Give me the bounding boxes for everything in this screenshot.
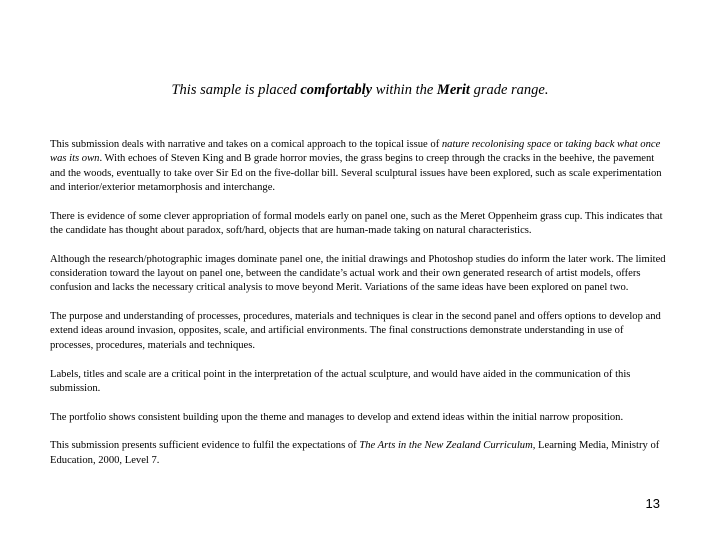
italic-phrase: taking back what once was its own: [50, 139, 661, 165]
paragraph-text: Learning Media, Ministry of Education, 2000, Level 7.: [50, 440, 660, 466]
page-number: 13: [645, 496, 660, 511]
paragraph-labels: Labels, titles and scale are a critical point in the interpretation of the actual sculpture, and would have aided in the communication of this submission.: [50, 368, 631, 394]
headline-text-3: grade range.: [469, 82, 549, 98]
paragraph-appropriation: There is evidence of some clever appropriation of formal models early on panel one, such as the Meret Oppenheim grass cup. This indicates that the candidate has thought about paradox, soft/hard, objects that are human-made taking on natural characteristics.: [50, 210, 663, 236]
paragraph-text: This submission presents sufficient evidence to fulfil the expectations of: [50, 440, 360, 452]
paragraph-narrative: [50, 138, 668, 195]
paragraph-text: or: [551, 139, 566, 150]
headline-text-1: This sample is placed: [171, 82, 301, 98]
page-headline: [0, 82, 720, 99]
paragraph-evidence: [50, 439, 668, 468]
headline-emphasis-merit: Merit: [436, 82, 470, 98]
italic-phrase: The Arts in the New Zealand Curriculum,: [359, 440, 536, 452]
headline-emphasis-comfortably: comfortably: [300, 82, 373, 98]
paragraph-research: Although the research/photographic images dominate panel one, the initial drawings and Photoshop studies do inform the later work. The limited consideration toward the layout on panel one, between the candidate’s actual work and their own generated research of artist models, offers confusion and lacks the necessary critical analysis to move beyond Merit. Variations of the same ideas have been explored on panel two.: [50, 253, 666, 294]
paragraph-portfolio: The portfolio shows consistent building upon the theme and manages to develop and extend ideas within the initial narrow proposition.: [50, 411, 624, 423]
paragraph-processes: The purpose and understanding of processes, procedures, materials and techniques is clear in the second panel and offers options to develop and extend ideas around invasion, opposites, scale, and artificial environments. The final constructions demonstrate understanding in use of processes, procedures, materials and techniques.: [50, 311, 661, 351]
paragraph-text: This submission deals with narrative and takes on a comical approach to the topical issue of: [50, 139, 442, 150]
italic-phrase: nature recolonising space: [441, 139, 552, 150]
headline-text-2: within the: [372, 82, 437, 98]
paragraph-text: . With echoes of Steven King and B grade horror movies, the grass begins to creep through the cracks in the beehive, the pavement and the woods, eventually to take over Sir Ed on the five-dollar bill. Several sculptural issues have been explored, such as scale experimentation and interior/exterior metamorphosis and interchange.: [50, 153, 662, 193]
assessment-commentary: [50, 138, 668, 468]
